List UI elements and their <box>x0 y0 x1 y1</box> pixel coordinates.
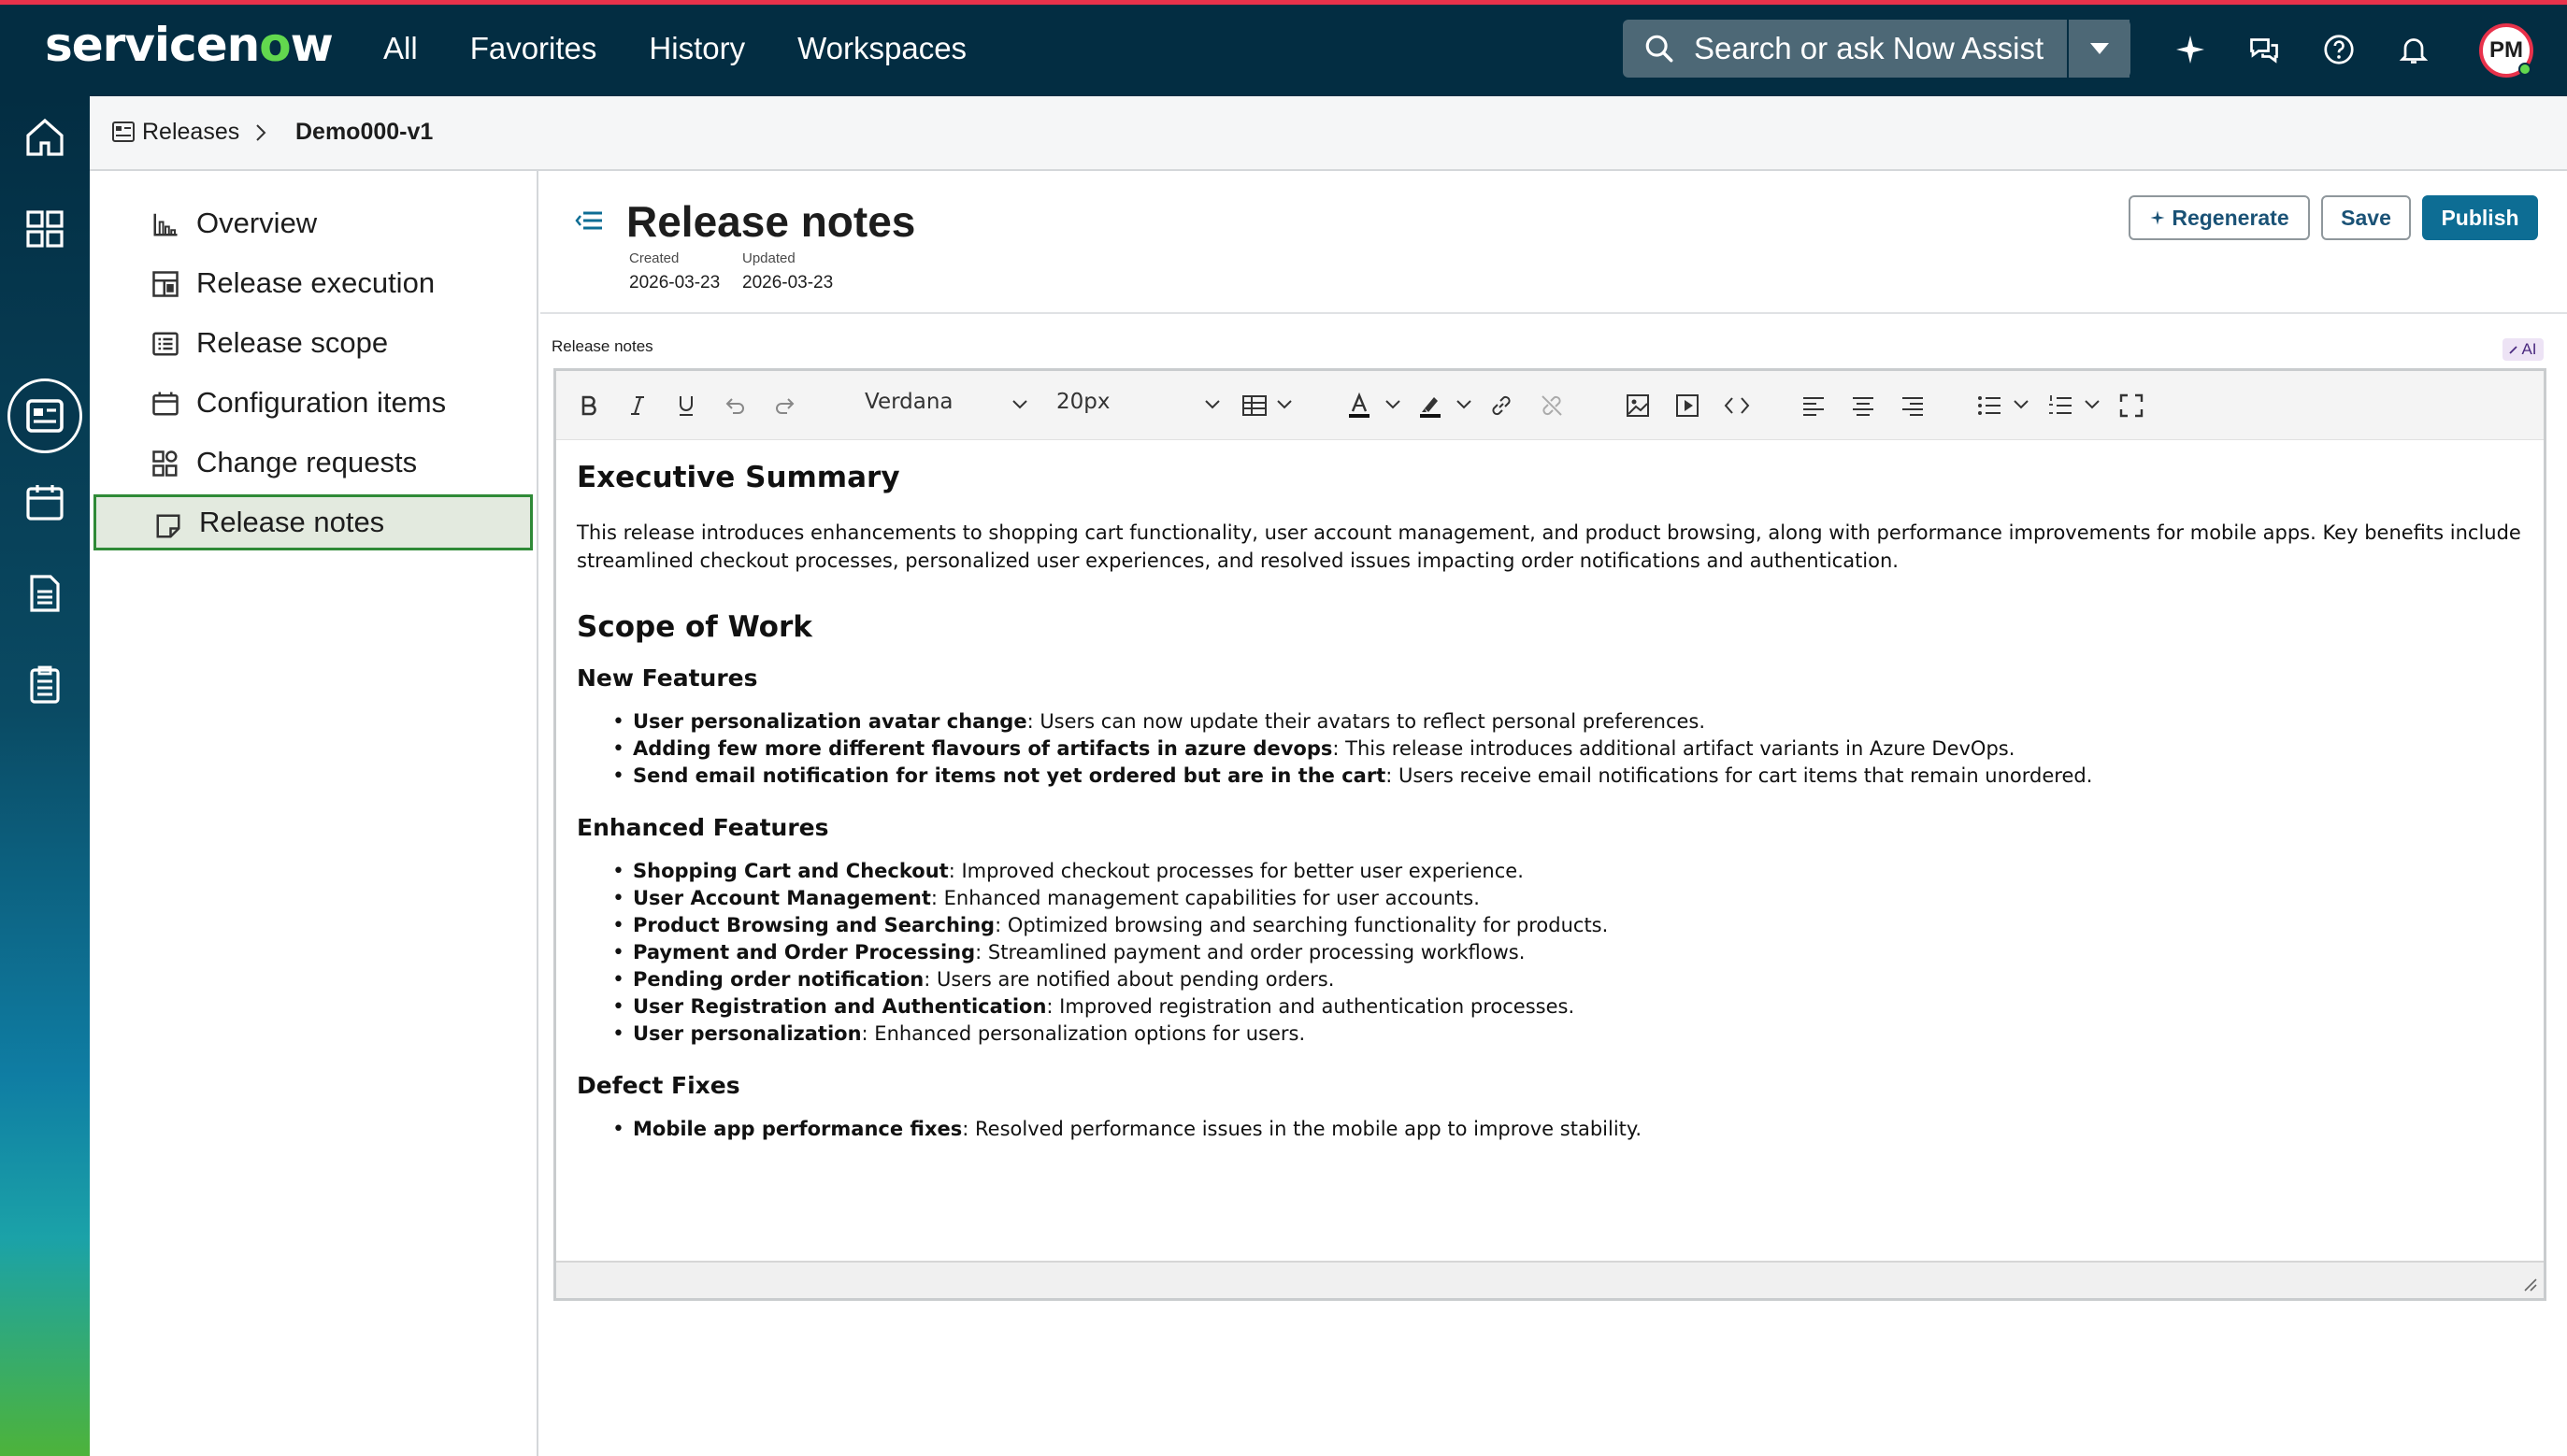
bullet-list-button[interactable] <box>1973 390 2005 421</box>
page-title: Release notes <box>626 197 916 246</box>
nav-all[interactable]: All <box>383 31 418 65</box>
heading-executive-summary: Executive Summary <box>577 461 900 494</box>
chevron-down-icon[interactable] <box>2084 399 2101 410</box>
align-right-button[interactable] <box>1897 390 1929 421</box>
numbered-list-button[interactable] <box>2044 390 2076 421</box>
shapes-icon <box>151 450 179 478</box>
created-value: 2026-03-23 <box>629 273 721 293</box>
sidenav-label: Release notes <box>199 506 385 538</box>
calendar-icon[interactable] <box>22 479 67 524</box>
list-item: • User personalization avatar change: Users can now update their avatars to reflect personal preferences. <box>612 708 2531 735</box>
field-label: Release notes <box>552 337 653 355</box>
list-item: • User Registration and Authentication: Improved registration and authentication processes. <box>612 993 2531 1021</box>
link-button[interactable] <box>1485 390 1517 421</box>
chevron-down-icon[interactable] <box>1456 399 1472 410</box>
bold-button[interactable] <box>573 390 605 421</box>
help-icon[interactable] <box>2322 33 2356 66</box>
save-button[interactable] <box>2321 195 2411 240</box>
underline-button[interactable] <box>670 390 702 421</box>
fullscreen-button[interactable] <box>2115 390 2147 421</box>
sidenav-label: Overview <box>196 207 318 239</box>
resize-handle-icon[interactable] <box>2521 1276 2538 1292</box>
sidenav-item-overview[interactable] <box>93 195 533 251</box>
nav-favorites[interactable]: Favorites <box>469 31 597 65</box>
list-item: • Product Browsing and Searching: Optimized browsing and searching functionality for products. <box>612 912 2531 939</box>
editor-statusbar <box>556 1261 2544 1298</box>
chevron-down-icon[interactable] <box>1204 399 1221 410</box>
document-icon[interactable] <box>22 571 67 616</box>
releases-small-icon <box>112 121 135 142</box>
unlink-button[interactable] <box>1536 390 1568 421</box>
sidenav-item-release-scope[interactable] <box>93 315 533 371</box>
calendar-box-icon <box>151 390 179 418</box>
search-placeholder: Search or ask Now Assist <box>1694 31 2044 65</box>
sidenav-label: Configuration items <box>196 386 447 419</box>
new-features-list <box>612 708 2531 790</box>
heading-new-features: New Features <box>577 664 758 692</box>
list-item: • User Account Management: Enhanced management capabilities for user accounts. <box>612 885 2531 912</box>
bullet-list-icon <box>1976 394 2002 417</box>
bar-chart-icon <box>151 210 179 238</box>
breadcrumb <box>90 96 2567 171</box>
rail-spacer-30 <box>22 388 67 433</box>
undo-button[interactable] <box>719 390 751 421</box>
link-icon <box>1488 393 1514 419</box>
clipboard-icon[interactable] <box>22 663 67 707</box>
user-avatar[interactable]: PM <box>2479 23 2533 78</box>
redo-button[interactable] <box>769 390 801 421</box>
release-sidenav <box>90 171 538 1456</box>
list-item: • Adding few more different flavours of artifacts in azure devops: This release introduces additional artifact variants in Azure DevOps. <box>612 735 2531 763</box>
sidenav-item-configuration-items[interactable] <box>93 375 533 431</box>
workspace-rail <box>0 96 90 1456</box>
align-center-icon <box>1851 394 1875 417</box>
breadcrumb-releases[interactable]: Releases <box>142 119 240 145</box>
editor-content[interactable] <box>577 461 2531 1167</box>
now-assist-sparkle-icon[interactable] <box>2173 33 2207 66</box>
created-label: Created <box>629 250 680 266</box>
list-item: • Send email notification for items not yet ordered but are in the cart: Users receive email notifications for cart items that remain unordered. <box>612 763 2531 790</box>
chevron-down-icon[interactable] <box>1011 399 1028 410</box>
global-search-input[interactable] <box>1623 20 2130 78</box>
align-left-icon <box>1801 394 1826 417</box>
list-item: • Payment and Order Processing: Streamlined payment and order processing workflows. <box>612 939 2531 966</box>
top-nav <box>383 31 967 66</box>
heading-scope-of-work: Scope of Work <box>577 610 812 644</box>
sidenav-item-release-execution[interactable] <box>93 255 533 311</box>
defect-fixes-list <box>612 1116 2531 1143</box>
sidenav-label: Release scope <box>196 326 389 359</box>
search-icon <box>1643 33 1675 64</box>
publish-label: Publish <box>2441 205 2519 230</box>
layout-icon <box>151 270 179 298</box>
search-scope-dropdown[interactable] <box>2067 20 2130 78</box>
updated-value: 2026-03-23 <box>742 273 834 293</box>
notifications-bell-icon[interactable] <box>2397 33 2431 66</box>
collapse-sidenav-icon[interactable] <box>574 207 604 234</box>
italic-button[interactable] <box>622 390 653 421</box>
source-code-button[interactable] <box>1721 390 1753 421</box>
list-item: • Pending order notification: Users are notified about pending orders. <box>612 966 2531 993</box>
unlink-icon <box>1539 393 1565 419</box>
chevron-down-icon[interactable] <box>1276 399 1293 410</box>
numbered-list-icon <box>2047 394 2073 417</box>
rich-text-editor <box>553 368 2546 1301</box>
sidenav-label: Change requests <box>196 446 418 478</box>
executive-summary-text: This release introduces enhancements to shopping cart functionality, user account management, and product browsing, along with performance improvements for mobile apps. Key benefits include streamlined checkout processes, personalized user experiences, and resolved issues impacting order notifications and authentication. <box>577 521 2521 572</box>
ai-badge-label: AI <box>2521 340 2537 358</box>
publish-button[interactable] <box>2422 195 2538 240</box>
table-icon <box>1241 394 1268 417</box>
presence-dot <box>2518 63 2531 76</box>
align-left-button[interactable] <box>1798 390 1829 421</box>
table-button[interactable] <box>1239 390 1270 421</box>
redo-icon <box>774 396 796 415</box>
insert-image-button[interactable] <box>1622 390 1654 421</box>
align-right-icon <box>1900 394 1925 417</box>
nav-history[interactable]: History <box>649 31 746 65</box>
list-item: • Shopping Cart and Checkout: Improved checkout processes for better user experience. <box>612 858 2531 885</box>
caret-down-icon <box>2089 42 2110 55</box>
updated-label: Updated <box>742 250 796 266</box>
chevron-down-icon[interactable] <box>2013 399 2029 410</box>
underline-icon <box>678 394 695 417</box>
regenerate-button[interactable] <box>2129 195 2310 240</box>
image-icon <box>1625 393 1651 419</box>
wand-icon <box>2509 345 2518 354</box>
fullscreen-icon <box>2119 393 2144 418</box>
servicenow-logo[interactable]: servicenow <box>45 18 333 72</box>
sidenav-label: Release execution <box>196 266 436 299</box>
ai-badge <box>2502 338 2544 361</box>
code-icon <box>1723 395 1751 416</box>
bold-icon <box>581 395 597 416</box>
header-divider <box>540 312 2567 314</box>
sparkle-icon <box>2149 209 2166 226</box>
top-header <box>0 0 2567 96</box>
save-label: Save <box>2341 205 2391 230</box>
list-item: • Mobile app performance fixes: Resolved performance issues in the mobile app to improve stability. <box>612 1116 2531 1143</box>
regenerate-label: Regenerate <box>2172 205 2289 230</box>
heading-defect-fixes: Defect Fixes <box>577 1072 740 1099</box>
grid-apps-icon[interactable] <box>22 207 67 251</box>
italic-icon <box>630 395 645 416</box>
text-color-icon <box>1346 393 1372 419</box>
highlighter-icon <box>1417 393 1443 419</box>
editor-toolbar <box>556 371 2544 440</box>
undo-icon <box>724 396 746 415</box>
font-family-select[interactable]: Verdana <box>865 390 954 414</box>
font-size-select[interactable]: 20px <box>1056 390 1111 414</box>
home-icon[interactable] <box>22 115 67 160</box>
chevron-down-icon[interactable] <box>1384 399 1401 410</box>
chevron-right-icon <box>254 122 267 143</box>
sidenav-item-release-notes[interactable] <box>93 494 533 550</box>
breadcrumb-current: Demo000-v1 <box>295 119 434 145</box>
heading-enhanced-features: Enhanced Features <box>577 814 829 841</box>
text-color-button[interactable] <box>1343 390 1375 421</box>
sidenav-item-change-requests[interactable] <box>93 435 533 491</box>
highlight-button[interactable] <box>1414 390 1446 421</box>
nav-workspaces[interactable]: Workspaces <box>797 31 968 65</box>
chat-icon[interactable] <box>2247 33 2281 66</box>
list-icon <box>151 330 179 358</box>
note-icon <box>154 512 182 540</box>
align-center-button[interactable] <box>1847 390 1879 421</box>
list-item: • User personalization: Enhanced personalization options for users. <box>612 1021 2531 1048</box>
insert-video-button[interactable] <box>1671 390 1703 421</box>
video-icon <box>1674 393 1700 419</box>
enhanced-features-list <box>612 858 2531 1048</box>
